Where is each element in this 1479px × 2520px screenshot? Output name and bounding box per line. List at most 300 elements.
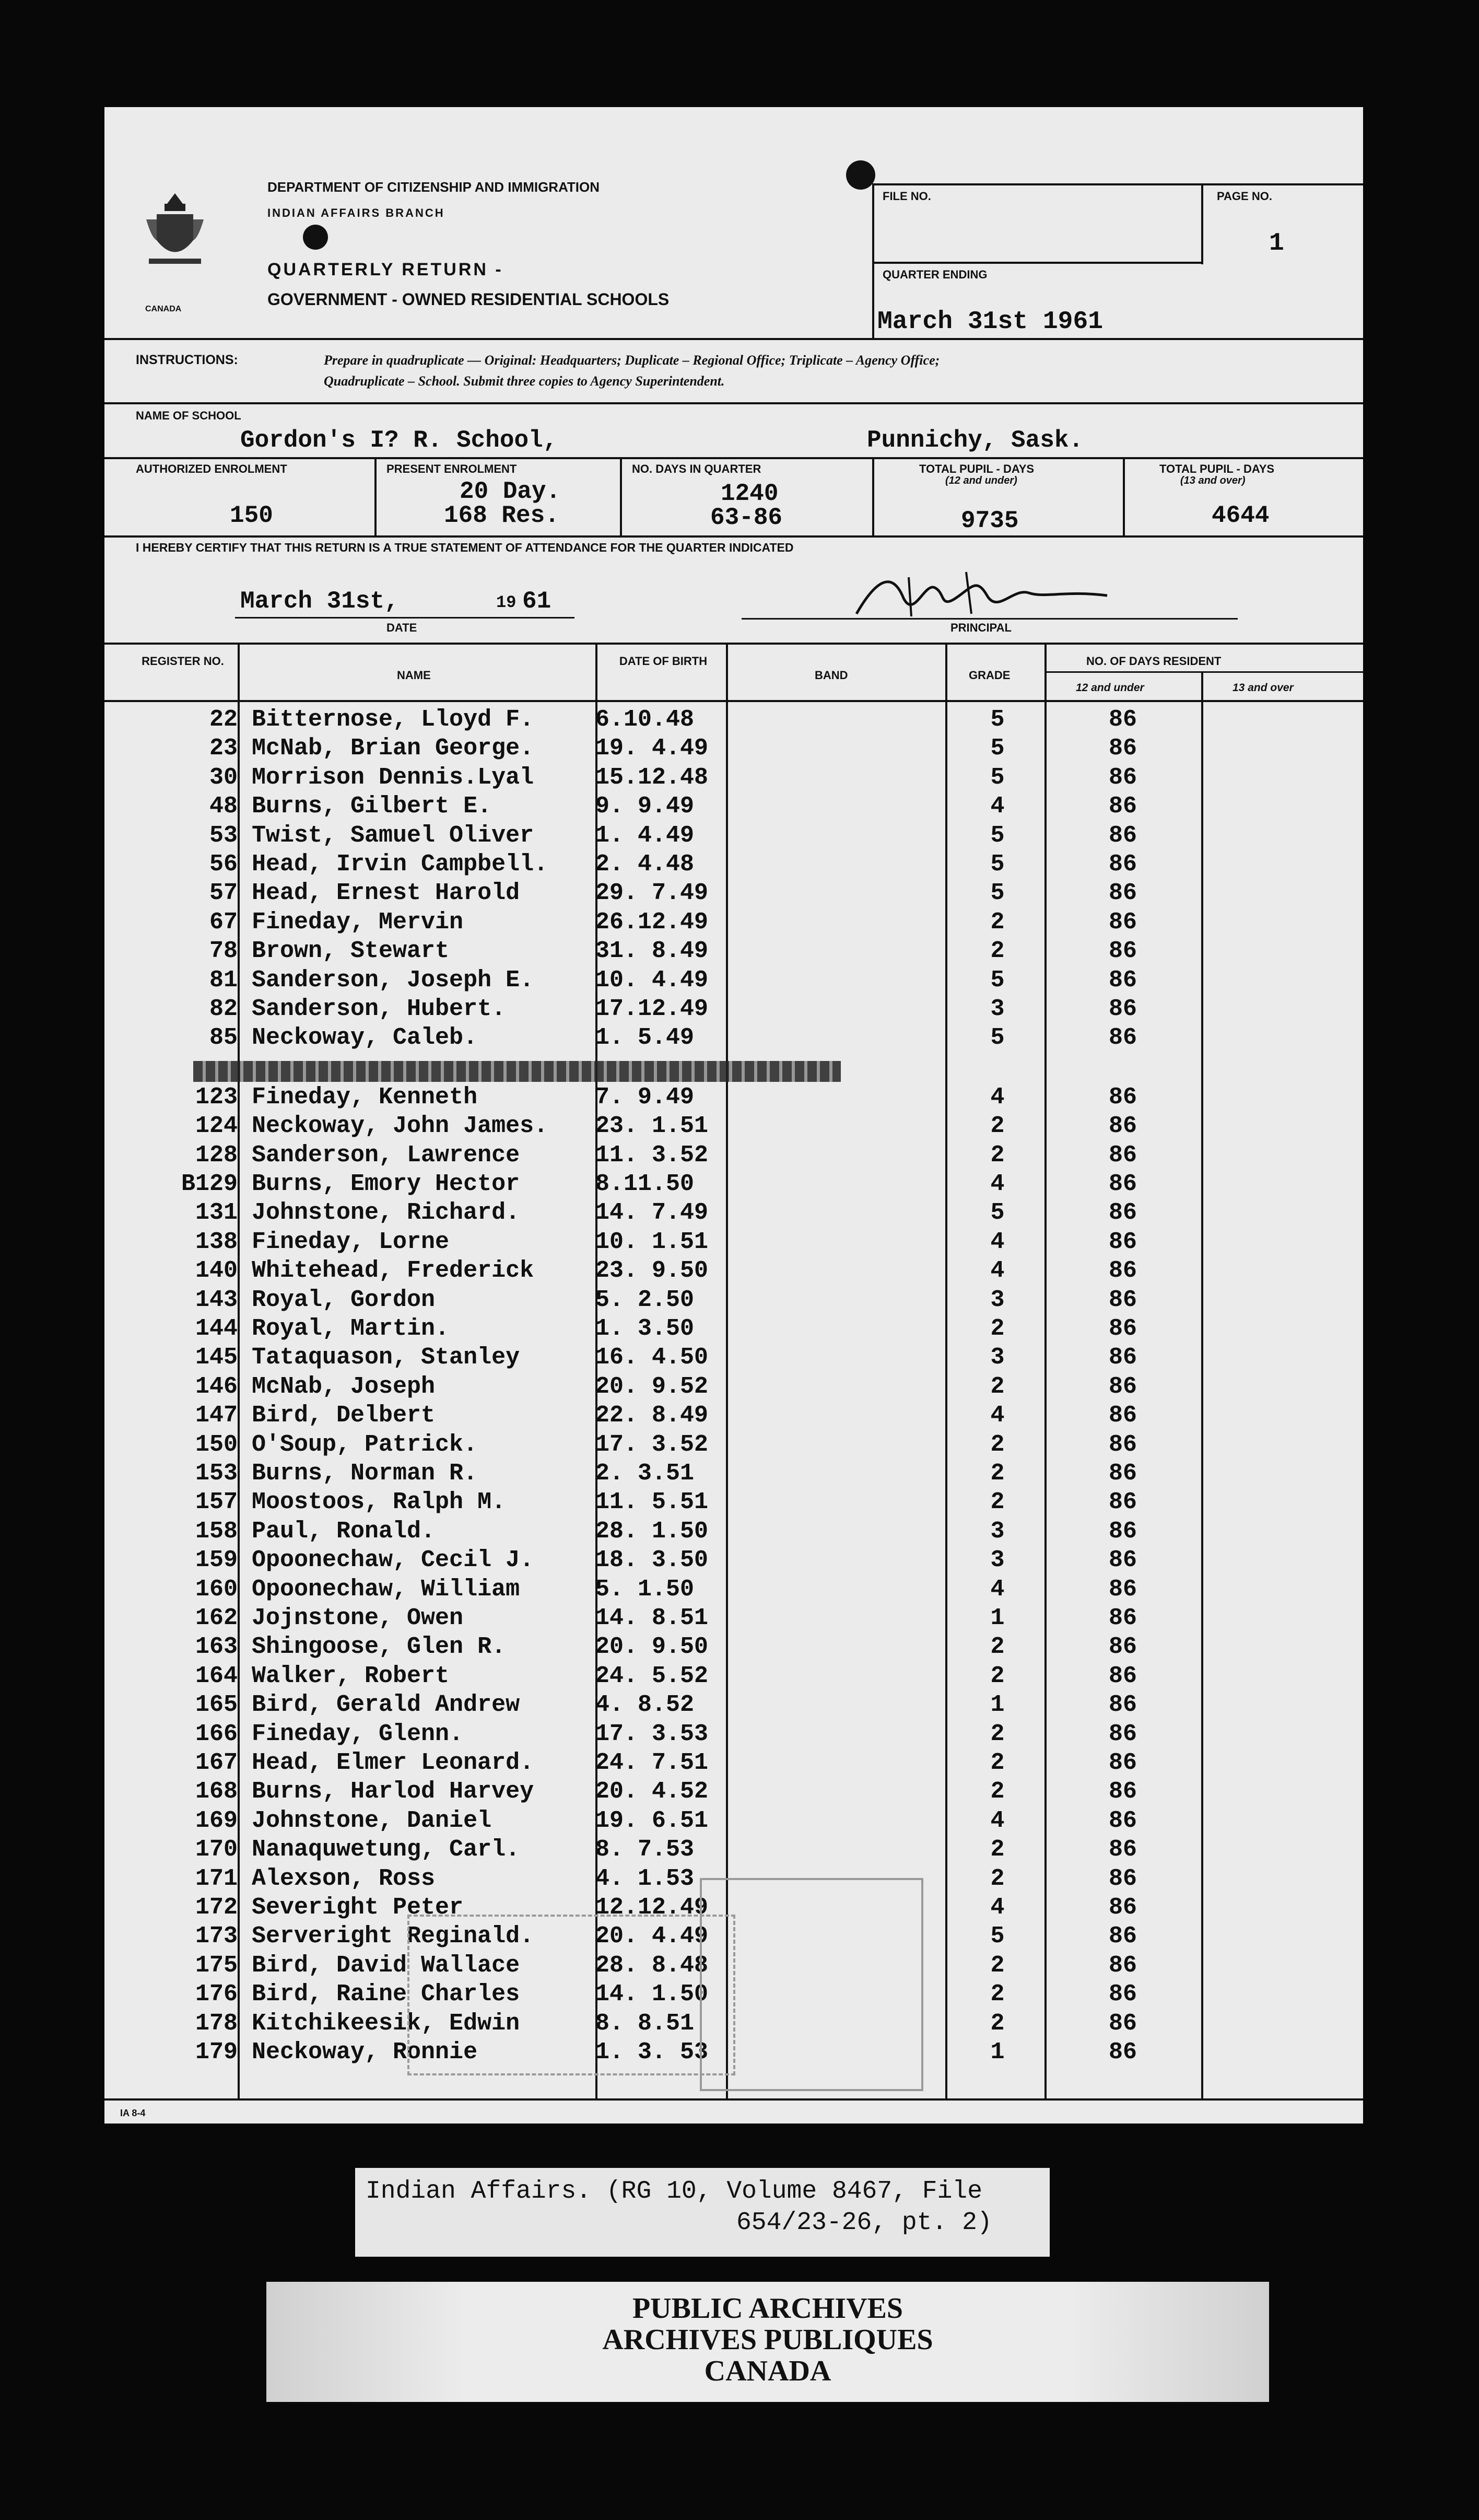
table-row bbox=[104, 1430, 1363, 1460]
date-of-birth: 12.12.49 bbox=[595, 1894, 709, 1921]
register-no: 162 bbox=[195, 1605, 238, 1631]
form-title-line2: GOVERNMENT - OWNED RESIDENTIAL SCHOOLS bbox=[267, 290, 670, 309]
grade: 2 bbox=[990, 1113, 1005, 1139]
pupil-name: Burns, Harlod Harvey bbox=[252, 1778, 534, 1805]
grade: 2 bbox=[990, 1749, 1005, 1776]
principal-label: PRINCIPAL bbox=[950, 621, 1012, 634]
date-of-birth: 18. 3.50 bbox=[595, 1547, 709, 1573]
date-of-birth: 24. 7.51 bbox=[595, 1749, 709, 1776]
days-resident-12-under: 86 bbox=[1108, 1981, 1137, 2008]
table-row bbox=[104, 1459, 1363, 1488]
grade: 1 bbox=[990, 1605, 1005, 1631]
grade: 5 bbox=[990, 967, 1005, 994]
table-row bbox=[104, 995, 1363, 1024]
table-row bbox=[104, 937, 1363, 966]
date-of-birth: 20. 9.52 bbox=[595, 1373, 709, 1400]
table-row bbox=[104, 1604, 1363, 1633]
pupil-name: Bird, Delbert bbox=[252, 1402, 436, 1429]
register-no: 85 bbox=[209, 1024, 238, 1051]
archive-stamp-line2: ARCHIVES PUBLIQUES bbox=[602, 2324, 933, 2356]
date-of-birth: 4. 1.53 bbox=[595, 1865, 695, 1892]
page-no-value: 1 bbox=[1269, 229, 1284, 258]
date-of-birth: 8. 7.53 bbox=[595, 1836, 695, 1863]
pupil-name: Shingoose, Glen R. bbox=[252, 1634, 506, 1660]
days-resident-12-under: 86 bbox=[1108, 1257, 1137, 1284]
register-no: 67 bbox=[209, 909, 238, 936]
table-row bbox=[104, 1517, 1363, 1546]
days-resident-12-under: 86 bbox=[1108, 822, 1137, 849]
present-enrolment-day: 20 Day. bbox=[460, 478, 561, 505]
days-resident-12-under: 86 bbox=[1108, 1807, 1137, 1834]
register-no: 48 bbox=[209, 793, 238, 820]
days-resident-12-under: 86 bbox=[1108, 909, 1137, 936]
grade: 2 bbox=[990, 1431, 1005, 1458]
grade: 4 bbox=[990, 1229, 1005, 1255]
date-of-birth: 1. 5.49 bbox=[595, 1024, 695, 1051]
pupil-name: Brown, Stewart bbox=[252, 938, 450, 964]
days-resident-12-under: 86 bbox=[1108, 2039, 1137, 2066]
days-resident-12-under: 86 bbox=[1108, 1229, 1137, 1255]
register-no: 78 bbox=[209, 938, 238, 964]
table-row bbox=[104, 1662, 1363, 1691]
instructions-line1: Prepare in quadruplicate — Original: Headquarters; Duplicate – Regional Office; Triplicate – Agency Office; bbox=[324, 353, 940, 368]
certify-statement: I HEREBY CERTIFY THAT THIS RETURN IS A TRUE STATEMENT OF ATTENDANCE FOR THE QUARTER INDICATED bbox=[136, 541, 794, 554]
days-resident-12-under: 86 bbox=[1108, 967, 1137, 994]
grade: 5 bbox=[990, 735, 1005, 762]
quarter-ending-value: March 31st 1961 bbox=[877, 308, 1104, 336]
days-resident-12-under: 86 bbox=[1108, 706, 1137, 733]
pupil-name: Morrison Dennis.Lyal bbox=[252, 764, 534, 791]
table-row bbox=[104, 1286, 1363, 1315]
date-of-birth: 2. 3.51 bbox=[595, 1460, 695, 1487]
grade: 2 bbox=[990, 1981, 1005, 2008]
public-archives-stamp bbox=[266, 2282, 1269, 2402]
table-row bbox=[104, 1835, 1363, 1864]
date-of-birth: 16. 4.50 bbox=[595, 1344, 709, 1371]
date-of-birth: 23. 9.50 bbox=[595, 1257, 709, 1284]
pupil-name: Neckoway, John James. bbox=[252, 1113, 548, 1139]
register-no: 53 bbox=[209, 822, 238, 849]
under-12-header: 12 and under bbox=[1076, 682, 1144, 694]
register-no: 164 bbox=[195, 1663, 238, 1689]
date-of-birth: 19. 4.49 bbox=[595, 735, 709, 762]
days-resident-12-under: 86 bbox=[1108, 1778, 1137, 1805]
pupil-days-12-sub: (12 and under) bbox=[945, 475, 1017, 486]
file-no-label: FILE NO. bbox=[883, 190, 931, 203]
register-no: 124 bbox=[195, 1113, 238, 1139]
canada-coat-of-arms-icon bbox=[141, 191, 209, 274]
date-of-birth: 17. 3.52 bbox=[595, 1431, 709, 1458]
date-of-birth: 20. 4.49 bbox=[595, 1923, 709, 1950]
grade: 3 bbox=[990, 1344, 1005, 1371]
register-no: 145 bbox=[195, 1344, 238, 1371]
grade: 3 bbox=[990, 1547, 1005, 1573]
school-name-value: Gordon's I? R. School, bbox=[240, 427, 558, 454]
register-no: 144 bbox=[195, 1315, 238, 1342]
grade: 4 bbox=[990, 1084, 1005, 1111]
grade: 2 bbox=[990, 1778, 1005, 1805]
table-row bbox=[104, 1690, 1363, 1720]
grade: 2 bbox=[990, 938, 1005, 964]
table-row bbox=[104, 1748, 1363, 1778]
pupil-name: Tataquason, Stanley bbox=[252, 1344, 520, 1371]
date-of-birth: 24. 5.52 bbox=[595, 1663, 709, 1689]
register-no: 147 bbox=[195, 1402, 238, 1429]
table-row bbox=[104, 1777, 1363, 1806]
dob-header: DATE OF BIRTH bbox=[619, 655, 708, 668]
grade: 4 bbox=[990, 1576, 1005, 1603]
register-no: 128 bbox=[195, 1142, 238, 1169]
grade: 2 bbox=[990, 1315, 1005, 1342]
date-of-birth: 9. 9.49 bbox=[595, 793, 695, 820]
table-row bbox=[104, 1228, 1363, 1257]
date-of-birth: 14. 1.50 bbox=[595, 1981, 709, 2008]
register-no: 171 bbox=[195, 1865, 238, 1892]
register-no: 173 bbox=[195, 1923, 238, 1950]
days-resident-12-under: 86 bbox=[1108, 793, 1137, 820]
register-no: 167 bbox=[195, 1749, 238, 1776]
grade: 5 bbox=[990, 1024, 1005, 1051]
grade: 4 bbox=[990, 1171, 1005, 1197]
certify-year-value: 61 bbox=[522, 588, 551, 615]
date-label: DATE bbox=[386, 621, 417, 634]
struck-out-row bbox=[193, 1061, 841, 1082]
date-of-birth: 23. 1.51 bbox=[595, 1113, 709, 1139]
days-in-quarter-value1: 1240 bbox=[721, 480, 779, 507]
days-resident-12-under: 86 bbox=[1108, 1431, 1137, 1458]
pupil-name: Johnstone, Daniel bbox=[252, 1807, 492, 1834]
pupil-name: Neckoway, Caleb. bbox=[252, 1024, 478, 1051]
date-of-birth: 11. 5.51 bbox=[595, 1489, 709, 1515]
pupil-days-12-value: 9735 bbox=[961, 507, 1019, 534]
date-of-birth: 8. 8.51 bbox=[595, 2010, 695, 2037]
grade: 3 bbox=[990, 1518, 1005, 1545]
days-resident-12-under: 86 bbox=[1108, 1171, 1137, 1197]
pupil-name: Jojnstone, Owen bbox=[252, 1605, 464, 1631]
instructions-label: INSTRUCTIONS: bbox=[136, 353, 238, 367]
days-resident-12-under: 86 bbox=[1108, 1721, 1137, 1747]
pupil-name: Kitchikeesik, Edwin bbox=[252, 2010, 520, 2037]
band-header: BAND bbox=[815, 669, 848, 682]
pupil-name: Bird, Raine Charles bbox=[252, 1981, 520, 2008]
over-13-header: 13 and over bbox=[1232, 682, 1294, 694]
days-resident-12-under: 86 bbox=[1108, 938, 1137, 964]
register-no: 131 bbox=[195, 1199, 238, 1226]
pupil-name: Burns, Emory Hector bbox=[252, 1171, 520, 1197]
days-resident-12-under: 86 bbox=[1108, 880, 1137, 906]
grade: 2 bbox=[990, 1721, 1005, 1747]
grade: 4 bbox=[990, 793, 1005, 820]
table-row bbox=[104, 705, 1363, 734]
days-resident-12-under: 86 bbox=[1108, 1489, 1137, 1515]
faded-agency-stamp bbox=[407, 1915, 735, 2075]
grade: 5 bbox=[990, 764, 1005, 791]
pupil-name: Opoonechaw, William bbox=[252, 1576, 520, 1603]
date-of-birth: 20. 4.52 bbox=[595, 1778, 709, 1805]
days-resident-12-under: 86 bbox=[1108, 1634, 1137, 1660]
grade: 3 bbox=[990, 996, 1005, 1022]
days-in-quarter-value2: 63-86 bbox=[710, 504, 783, 531]
days-resident-12-under: 86 bbox=[1108, 1518, 1137, 1545]
pupil-name: Head, Elmer Leonard. bbox=[252, 1749, 534, 1776]
register-no: 166 bbox=[195, 1721, 238, 1747]
days-resident-12-under: 86 bbox=[1108, 1024, 1137, 1051]
pupil-name: Burns, Gilbert E. bbox=[252, 793, 492, 820]
register-no: 82 bbox=[209, 996, 238, 1022]
days-resident-12-under: 86 bbox=[1108, 1199, 1137, 1226]
days-resident-12-under: 86 bbox=[1108, 1315, 1137, 1342]
table-row bbox=[104, 1546, 1363, 1575]
date-of-birth: 29. 7.49 bbox=[595, 880, 709, 906]
grade: 2 bbox=[990, 1865, 1005, 1892]
register-no: 178 bbox=[195, 2010, 238, 2037]
register-no: 150 bbox=[195, 1431, 238, 1458]
table-row bbox=[104, 1575, 1363, 1604]
pupil-name: Opoonechaw, Cecil J. bbox=[252, 1547, 534, 1573]
table-row bbox=[104, 1488, 1363, 1517]
grade: 5 bbox=[990, 851, 1005, 878]
days-resident-12-under: 86 bbox=[1108, 1084, 1137, 1111]
form-title-line1: QUARTERLY RETURN - bbox=[267, 260, 503, 279]
days-resident-12-under: 86 bbox=[1108, 1460, 1137, 1487]
table-row bbox=[104, 908, 1363, 937]
days-resident-12-under: 86 bbox=[1108, 996, 1137, 1022]
date-of-birth: 11. 3.52 bbox=[595, 1142, 709, 1169]
register-no: 165 bbox=[195, 1691, 238, 1718]
register-no: 140 bbox=[195, 1257, 238, 1284]
table-row bbox=[104, 763, 1363, 792]
days-resident-12-under: 86 bbox=[1108, 1836, 1137, 1863]
pupil-name: Severight Peter bbox=[252, 1894, 464, 1921]
pupil-name: Paul, Ronald. bbox=[252, 1518, 436, 1545]
grade: 1 bbox=[990, 2039, 1005, 2066]
school-location-value: Punnichy, Sask. bbox=[867, 427, 1084, 454]
table-row bbox=[104, 1141, 1363, 1170]
pupil-name: McNab, Joseph bbox=[252, 1373, 436, 1400]
date-of-birth: 15.12.48 bbox=[595, 764, 709, 791]
date-of-birth: 19. 6.51 bbox=[595, 1807, 709, 1834]
grade: 5 bbox=[990, 880, 1005, 906]
pupil-name: Moostoos, Ralph M. bbox=[252, 1489, 506, 1515]
grade: 2 bbox=[990, 1373, 1005, 1400]
register-no: 157 bbox=[195, 1489, 238, 1515]
pupil-days-13-value: 4644 bbox=[1212, 502, 1270, 529]
school-name-label: NAME OF SCHOOL bbox=[136, 409, 241, 422]
date-of-birth: 22. 8.49 bbox=[595, 1402, 709, 1429]
grade: 5 bbox=[990, 822, 1005, 849]
days-resident-12-under: 86 bbox=[1108, 1865, 1137, 1892]
table-row bbox=[104, 1806, 1363, 1836]
days-resident-12-under: 86 bbox=[1108, 1894, 1137, 1921]
date-of-birth: 4. 8.52 bbox=[595, 1691, 695, 1718]
principal-signature-icon bbox=[846, 567, 1118, 624]
table-row bbox=[104, 1343, 1363, 1372]
register-no: B129 bbox=[181, 1171, 238, 1197]
form-code: IA 8-4 bbox=[120, 2108, 146, 2118]
days-resident-header: NO. OF DAYS RESIDENT bbox=[1086, 655, 1222, 668]
grade: 5 bbox=[990, 706, 1005, 733]
date-of-birth: 8.11.50 bbox=[595, 1171, 695, 1197]
pupil-name: Serveright Reginald. bbox=[252, 1923, 534, 1950]
date-of-birth: 14. 7.49 bbox=[595, 1199, 709, 1226]
pupil-name: Johnstone, Richard. bbox=[252, 1199, 520, 1226]
present-enrolment-res: 168 Res. bbox=[444, 502, 559, 529]
date-of-birth: 20. 9.50 bbox=[595, 1634, 709, 1660]
table-row bbox=[104, 1112, 1363, 1141]
table-row bbox=[104, 1170, 1363, 1199]
register-no: 146 bbox=[195, 1373, 238, 1400]
pupil-days-13-sub: (13 and over) bbox=[1180, 475, 1246, 486]
date-of-birth: 10. 4.49 bbox=[595, 967, 709, 994]
register-no: 23 bbox=[209, 735, 238, 762]
pupil-name: Nanaquwetung, Carl. bbox=[252, 1836, 520, 1863]
days-resident-12-under: 86 bbox=[1108, 1142, 1137, 1169]
register-no: 170 bbox=[195, 1836, 238, 1863]
days-resident-12-under: 86 bbox=[1108, 851, 1137, 878]
days-resident-12-under: 86 bbox=[1108, 1373, 1137, 1400]
archive-reference-label bbox=[355, 2168, 1050, 2257]
table-row bbox=[104, 792, 1363, 821]
page-no-label: PAGE NO. bbox=[1217, 190, 1272, 203]
register-no: 159 bbox=[195, 1547, 238, 1573]
days-resident-12-under: 86 bbox=[1108, 1605, 1137, 1631]
table-row bbox=[104, 1023, 1363, 1053]
grade: 4 bbox=[990, 1807, 1005, 1834]
register-no: 81 bbox=[209, 967, 238, 994]
pupil-days-12-label: TOTAL PUPIL - DAYS bbox=[919, 462, 1035, 475]
pupil-name: Whitehead, Frederick bbox=[252, 1257, 534, 1284]
date-of-birth: 28. 8.48 bbox=[595, 1952, 709, 1979]
table-row bbox=[104, 1256, 1363, 1286]
days-resident-12-under: 86 bbox=[1108, 735, 1137, 762]
punch-hole bbox=[846, 160, 875, 190]
canada-caption: CANADA bbox=[145, 305, 182, 313]
grade: 2 bbox=[990, 1634, 1005, 1660]
pupil-name: Twist, Samuel Oliver bbox=[252, 822, 534, 849]
date-of-birth: 7. 9.49 bbox=[595, 1084, 695, 1111]
date-of-birth: 1. 3.50 bbox=[595, 1315, 695, 1342]
table-row bbox=[104, 1401, 1363, 1430]
register-no: 22 bbox=[209, 706, 238, 733]
days-resident-12-under: 86 bbox=[1108, 1952, 1137, 1979]
pupil-name: Bitternose, Lloyd F. bbox=[252, 706, 534, 733]
days-resident-12-under: 86 bbox=[1108, 1287, 1137, 1313]
register-no: 169 bbox=[195, 1807, 238, 1834]
date-of-birth: 31. 8.49 bbox=[595, 938, 709, 964]
grade: 2 bbox=[990, 2010, 1005, 2037]
grade: 2 bbox=[990, 1836, 1005, 1863]
table-row bbox=[104, 850, 1363, 879]
certify-date-value: March 31st, bbox=[240, 588, 399, 615]
grade: 5 bbox=[990, 1923, 1005, 1950]
pupil-name: Sanderson, Lawrence bbox=[252, 1142, 520, 1169]
days-resident-12-under: 86 bbox=[1108, 1344, 1137, 1371]
present-enrolment-label: PRESENT ENROLMENT bbox=[386, 462, 517, 475]
table-row bbox=[104, 1372, 1363, 1402]
date-of-birth: 1. 3. 53 bbox=[595, 2039, 709, 2066]
table-row bbox=[104, 1720, 1363, 1749]
grade-header: GRADE bbox=[969, 669, 1011, 682]
pupil-name: Head, Irvin Campbell. bbox=[252, 851, 548, 878]
table-row bbox=[104, 1314, 1363, 1344]
table-row bbox=[104, 734, 1363, 763]
register-no: 175 bbox=[195, 1952, 238, 1979]
days-resident-12-under: 86 bbox=[1108, 1402, 1137, 1429]
register-no: 158 bbox=[195, 1518, 238, 1545]
authorized-enrolment-value: 150 bbox=[230, 502, 273, 529]
days-resident-12-under: 86 bbox=[1108, 1923, 1137, 1950]
pupil-name: Burns, Norman R. bbox=[252, 1460, 478, 1487]
days-resident-12-under: 86 bbox=[1108, 1547, 1137, 1573]
register-no: 179 bbox=[195, 2039, 238, 2066]
punch-hole bbox=[303, 225, 328, 250]
register-no: 160 bbox=[195, 1576, 238, 1603]
register-no: 168 bbox=[195, 1778, 238, 1805]
grade: 4 bbox=[990, 1894, 1005, 1921]
pupil-days-13-label: TOTAL PUPIL - DAYS bbox=[1159, 462, 1275, 475]
pupil-name: Bird, Gerald Andrew bbox=[252, 1691, 520, 1718]
quarter-ending-label: QUARTER ENDING bbox=[883, 268, 988, 281]
date-of-birth: 5. 2.50 bbox=[595, 1287, 695, 1313]
grade: 4 bbox=[990, 1257, 1005, 1284]
days-resident-12-under: 86 bbox=[1108, 2010, 1137, 2037]
date-of-birth: 6.10.48 bbox=[595, 706, 695, 733]
date-of-birth: 28. 1.50 bbox=[595, 1518, 709, 1545]
days-resident-12-under: 86 bbox=[1108, 1663, 1137, 1689]
pupil-name: Sanderson, Hubert. bbox=[252, 996, 506, 1022]
archive-stamp-line3: CANADA bbox=[704, 2355, 831, 2387]
pupil-name: Sanderson, Joseph E. bbox=[252, 967, 534, 994]
days-resident-12-under: 86 bbox=[1108, 1576, 1137, 1603]
date-of-birth: 14. 8.51 bbox=[595, 1605, 709, 1631]
branch-name: INDIAN AFFAIRS BRANCH bbox=[267, 206, 445, 219]
pupil-name: O'Soup, Patrick. bbox=[252, 1431, 478, 1458]
pupil-name: Fineday, Lorne bbox=[252, 1229, 450, 1255]
table-row bbox=[104, 966, 1363, 995]
pupil-name: Walker, Robert bbox=[252, 1663, 450, 1689]
register-no-header: REGISTER NO. bbox=[142, 655, 224, 668]
date-of-birth: 1. 4.49 bbox=[595, 822, 695, 849]
archive-reference-line1: Indian Affairs. (RG 10, Volume 8467, File bbox=[366, 2177, 982, 2206]
date-of-birth: 26.12.49 bbox=[595, 909, 709, 936]
pupil-name: Fineday, Glenn. bbox=[252, 1721, 464, 1747]
grade: 2 bbox=[990, 1663, 1005, 1689]
certify-year-prefix: 19 bbox=[496, 593, 517, 612]
register-no: 30 bbox=[209, 764, 238, 791]
register-no: 56 bbox=[209, 851, 238, 878]
register-no: 57 bbox=[209, 880, 238, 906]
register-no: 172 bbox=[195, 1894, 238, 1921]
grade: 2 bbox=[990, 909, 1005, 936]
days-in-quarter-label: NO. DAYS IN QUARTER bbox=[632, 462, 761, 475]
grade: 2 bbox=[990, 1460, 1005, 1487]
pupil-name: Neckoway, Ronnie bbox=[252, 2039, 478, 2066]
form-sheet bbox=[104, 107, 1363, 2124]
register-no: 123 bbox=[195, 1084, 238, 1111]
pupil-name: Alexson, Ross bbox=[252, 1865, 436, 1892]
name-header: NAME bbox=[397, 669, 431, 682]
date-of-birth: 2. 4.48 bbox=[595, 851, 695, 878]
grade: 2 bbox=[990, 1489, 1005, 1515]
grade: 3 bbox=[990, 1287, 1005, 1313]
date-of-birth: 17. 3.53 bbox=[595, 1721, 709, 1747]
pupil-name: McNab, Brian George. bbox=[252, 735, 534, 762]
table-row bbox=[104, 1198, 1363, 1228]
pupil-name: Fineday, Kenneth bbox=[252, 1084, 478, 1111]
archive-reference-line2: 654/23-26, pt. 2) bbox=[736, 2209, 992, 2237]
pupil-name: Royal, Martin. bbox=[252, 1315, 450, 1342]
table-row bbox=[104, 1083, 1363, 1112]
